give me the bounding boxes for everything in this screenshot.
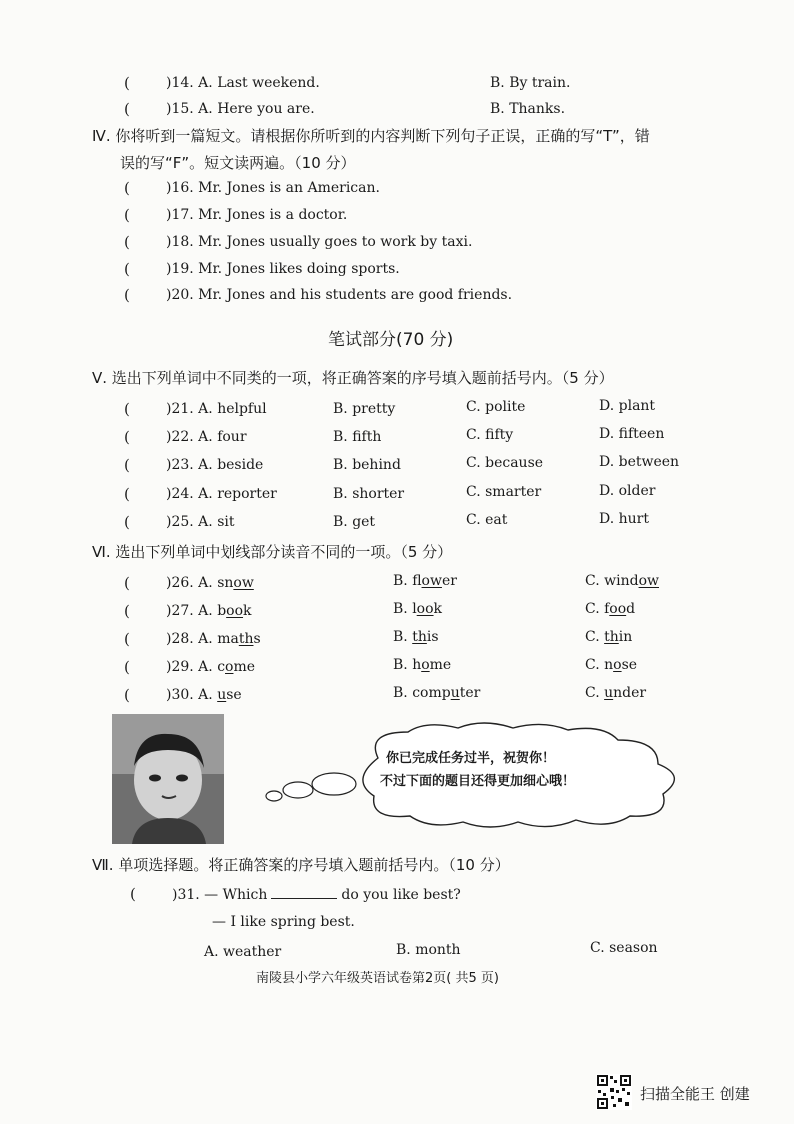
q25-b: B. get	[333, 514, 376, 530]
q31-stem: )31. — Which do you like best?	[172, 887, 461, 903]
q24-b: B. shorter	[333, 486, 405, 502]
q20: )20. Mr. Jones and his students are good friends.	[166, 287, 513, 303]
q17: )17. Mr. Jones is a doctor.	[166, 207, 348, 223]
answer-paren: (	[124, 658, 130, 676]
q24-c: C. smarter	[466, 484, 542, 500]
section-5-heading: Ⅴ. 选出下列单词中不同类的一项，将正确答案的序号填入题前括号内。（5 分）	[92, 369, 614, 387]
section-7-heading: Ⅶ. 单项选择题。将正确答案的序号填入题前括号内。（10 分）	[92, 856, 510, 874]
q23-c: C. because	[466, 455, 544, 471]
q19: )19. Mr. Jones likes doing sports.	[166, 261, 400, 277]
answer-blank	[271, 886, 337, 899]
q26-b: B. flower	[393, 573, 457, 589]
q14-option-b: B. By train.	[490, 75, 571, 91]
answer-paren: (	[124, 485, 130, 503]
q14-option-a: )14. A. Last weekend.	[166, 75, 320, 91]
answer-paren: (	[124, 206, 130, 224]
answer-paren: (	[124, 233, 130, 251]
bubble-line-1: 你已完成任务过半，祝贺你！	[386, 751, 556, 766]
q31-option-c: C. season	[590, 940, 658, 956]
q23-d: D. between	[599, 454, 680, 470]
answer-paren: (	[124, 686, 130, 704]
q28-c: C. thin	[585, 629, 633, 645]
q27-a: )27. A. book	[166, 603, 252, 619]
q23-a: )23. A. beside	[166, 457, 264, 473]
answer-paren: (	[124, 400, 130, 418]
answer-paren: (	[124, 513, 130, 531]
q29-a: )29. A. come	[166, 659, 256, 675]
answer-paren: (	[124, 630, 130, 648]
q22-b: B. fifth	[333, 429, 382, 445]
q22-a: )22. A. four	[166, 429, 247, 445]
answer-paren: (	[124, 602, 130, 620]
q29-b: B. home	[393, 657, 452, 673]
boy-photo	[112, 714, 224, 844]
q21-a: )21. A. helpful	[166, 401, 267, 417]
q28-b: B. this	[393, 629, 439, 645]
q24-a: )24. A. reporter	[166, 486, 277, 502]
answer-paren: (	[130, 885, 136, 903]
q18: )18. Mr. Jones usually goes to work by taxi.	[166, 234, 473, 250]
answer-paren: (	[124, 260, 130, 278]
q30-c: C. under	[585, 685, 647, 701]
q15-option-b: B. Thanks.	[490, 101, 566, 117]
answer-paren: (	[124, 428, 130, 446]
q22-d: D. fifteen	[599, 426, 665, 442]
q21-d: D. plant	[599, 398, 656, 414]
q21-b: B. pretty	[333, 401, 396, 417]
qr-code-icon	[596, 1074, 632, 1110]
q25-c: C. eat	[466, 512, 508, 528]
q31-response: — I like spring best.	[212, 914, 355, 930]
section-4-heading-cont: 误的写“F”。短文读两遍。（10 分）	[120, 154, 356, 172]
q30-b: B. computer	[393, 685, 481, 701]
answer-paren: (	[124, 286, 130, 304]
scanner-label: 扫描全能王 创建	[640, 1085, 750, 1103]
answer-paren: (	[124, 100, 130, 118]
q27-b: B. look	[393, 601, 443, 617]
section-6-heading: Ⅵ. 选出下列单词中划线部分读音不同的一项。（5 分）	[92, 543, 453, 561]
q31-option-b: B. month	[396, 942, 461, 958]
q24-d: D. older	[599, 483, 656, 499]
page-footer: 南陵县小学六年级英语试卷第2页( 共5 页)	[256, 971, 499, 986]
q30-a: )30. A. use	[166, 687, 242, 703]
q22-c: C. fifty	[466, 427, 514, 443]
q21-c: C. polite	[466, 399, 526, 415]
q16: )16. Mr. Jones is an American.	[166, 180, 380, 196]
answer-paren: (	[124, 179, 130, 197]
bubble-line-2: 不过下面的题目还得更加细心哦！	[380, 774, 576, 789]
q25-a: )25. A. sit	[166, 514, 235, 530]
q25-d: D. hurt	[599, 511, 649, 527]
written-part-title: 笔试部分(70 分)	[328, 330, 454, 350]
answer-paren: (	[124, 456, 130, 474]
answer-paren: (	[124, 74, 130, 92]
q29-c: C. nose	[585, 657, 638, 673]
q31-option-a: A. weather	[204, 944, 282, 960]
q28-a: )28. A. maths	[166, 631, 261, 647]
q15-option-a: )15. A. Here you are.	[166, 101, 315, 117]
q27-c: C. food	[585, 601, 636, 617]
section-4-heading: Ⅳ. 你将听到一篇短文。请根据你所听到的内容判断下列句子正误，正确的写“T”，错	[92, 127, 650, 145]
answer-paren: (	[124, 574, 130, 592]
q26-c: C. window	[585, 573, 659, 589]
q23-b: B. behind	[333, 457, 401, 473]
q26-a: )26. A. snow	[166, 575, 254, 591]
